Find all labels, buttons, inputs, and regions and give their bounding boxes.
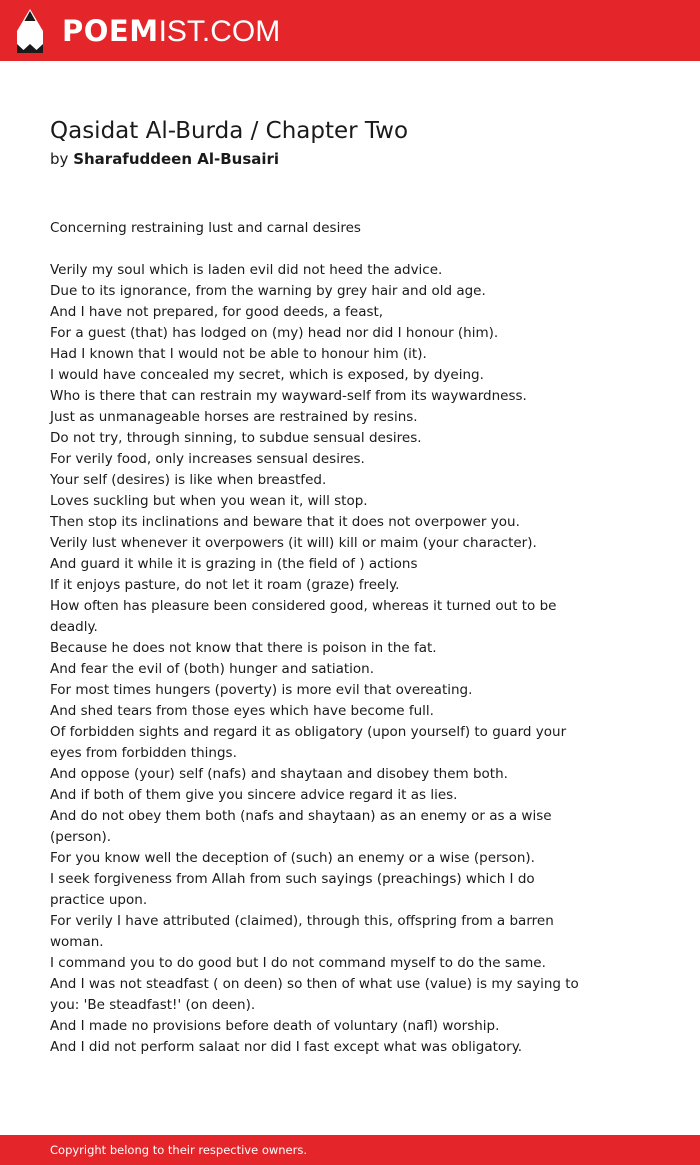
poem-line: Because he does not know that there is poison in the fat. (50, 640, 437, 656)
poem-line: I would have concealed my secret, which is exposed, by dyeing. (50, 367, 484, 383)
poem-line: Then stop its inclinations and beware that it does not overpower you. (50, 514, 520, 530)
poem-line: Verily my soul which is laden evil did not heed the advice. (50, 262, 443, 278)
pencil-tip-icon (17, 9, 43, 53)
poem-line: And if both of them give you sincere advice regard it as lies. (50, 787, 458, 803)
poem-line: And I made no provisions before death of voluntary (nafl) worship. (50, 1018, 500, 1034)
poem-line: I command you to do good but I do not command myself to do the same. (50, 955, 546, 971)
poem-line: And guard it while it is grazing in (the field of ) actions (50, 556, 418, 572)
logo-light-text: IST.COM (158, 15, 281, 48)
site-header (0, 0, 700, 61)
poem-body (50, 218, 590, 1058)
poem-line: And I was not steadfast ( on deen) so then of what use (value) is my saying to you: 'Be steadfast!' (on deen). (50, 976, 579, 1013)
poem-line: Due to its ignorance, from the warning by grey hair and old age. (50, 283, 486, 299)
author-name: Sharafuddeen Al-Busairi (73, 150, 280, 168)
poem-line: Do not try, through sinning, to subdue sensual desires. (50, 430, 422, 446)
copyright-text: Copyright belong to their respective owners. (50, 1143, 308, 1157)
poem-line: Just as unmanageable horses are restrained by resins. (50, 409, 418, 425)
poem-line: And shed tears from those eyes which have become full. (50, 703, 434, 719)
poem-line: If it enjoys pasture, do not let it roam (graze) freely. (50, 577, 400, 593)
poem-line: Your self (desires) is like when breastfed. (50, 472, 327, 488)
site-logo[interactable] (62, 12, 280, 50)
poem-line: And fear the evil of (both) hunger and satiation. (50, 661, 375, 677)
poem-line: Verily lust whenever it overpowers (it will) kill or maim (your character). (50, 535, 537, 551)
poem-line: And I have not prepared, for good deeds, a feast, (50, 304, 384, 320)
poem-line: Who is there that can restrain my wayward-self from its waywardness. (50, 388, 527, 404)
poem-line: And do not obey them both (nafs and shaytaan) as an enemy or as a wise (person). (50, 808, 552, 845)
poem-line: And oppose (your) self (nafs) and shaytaan and disobey them both. (50, 766, 508, 782)
logo-bold-text: POEM (62, 14, 159, 48)
poem-line: For most times hungers (poverty) is more evil that overeating. (50, 682, 473, 698)
poem-intro: Concerning restraining lust and carnal desires (50, 220, 361, 236)
poem-title: Qasidat Al-Burda / Chapter Two (50, 118, 409, 144)
poem-line: Loves suckling but when you wean it, will stop. (50, 493, 368, 509)
poem-line: For verily food, only increases sensual desires. (50, 451, 365, 467)
poem-line: And I did not perform salaat nor did I fast except what was obligatory. (50, 1039, 523, 1055)
poem-line: For a guest (that) has lodged on (my) head nor did I honour (him). (50, 325, 499, 341)
poem-line: I seek forgiveness from Allah from such sayings (preachings) which I do practice upon. (50, 871, 535, 908)
site-footer (0, 1135, 700, 1165)
poem-line: For verily I have attributed (claimed), through this, offspring from a barren woman. (50, 913, 554, 950)
poem-line: Had I known that I would not be able to honour him (it). (50, 346, 427, 362)
by-label: by (50, 150, 69, 168)
poem-line: Of forbidden sights and regard it as obligatory (upon yourself) to guard your eyes from forbidden things. (50, 724, 567, 761)
poem-lines (50, 260, 590, 1058)
byline (50, 149, 279, 169)
poem-line: How often has pleasure been considered good, whereas it turned out to be deadly. (50, 598, 557, 635)
poem-line: For you know well the deception of (such) an enemy or a wise (person). (50, 850, 535, 866)
